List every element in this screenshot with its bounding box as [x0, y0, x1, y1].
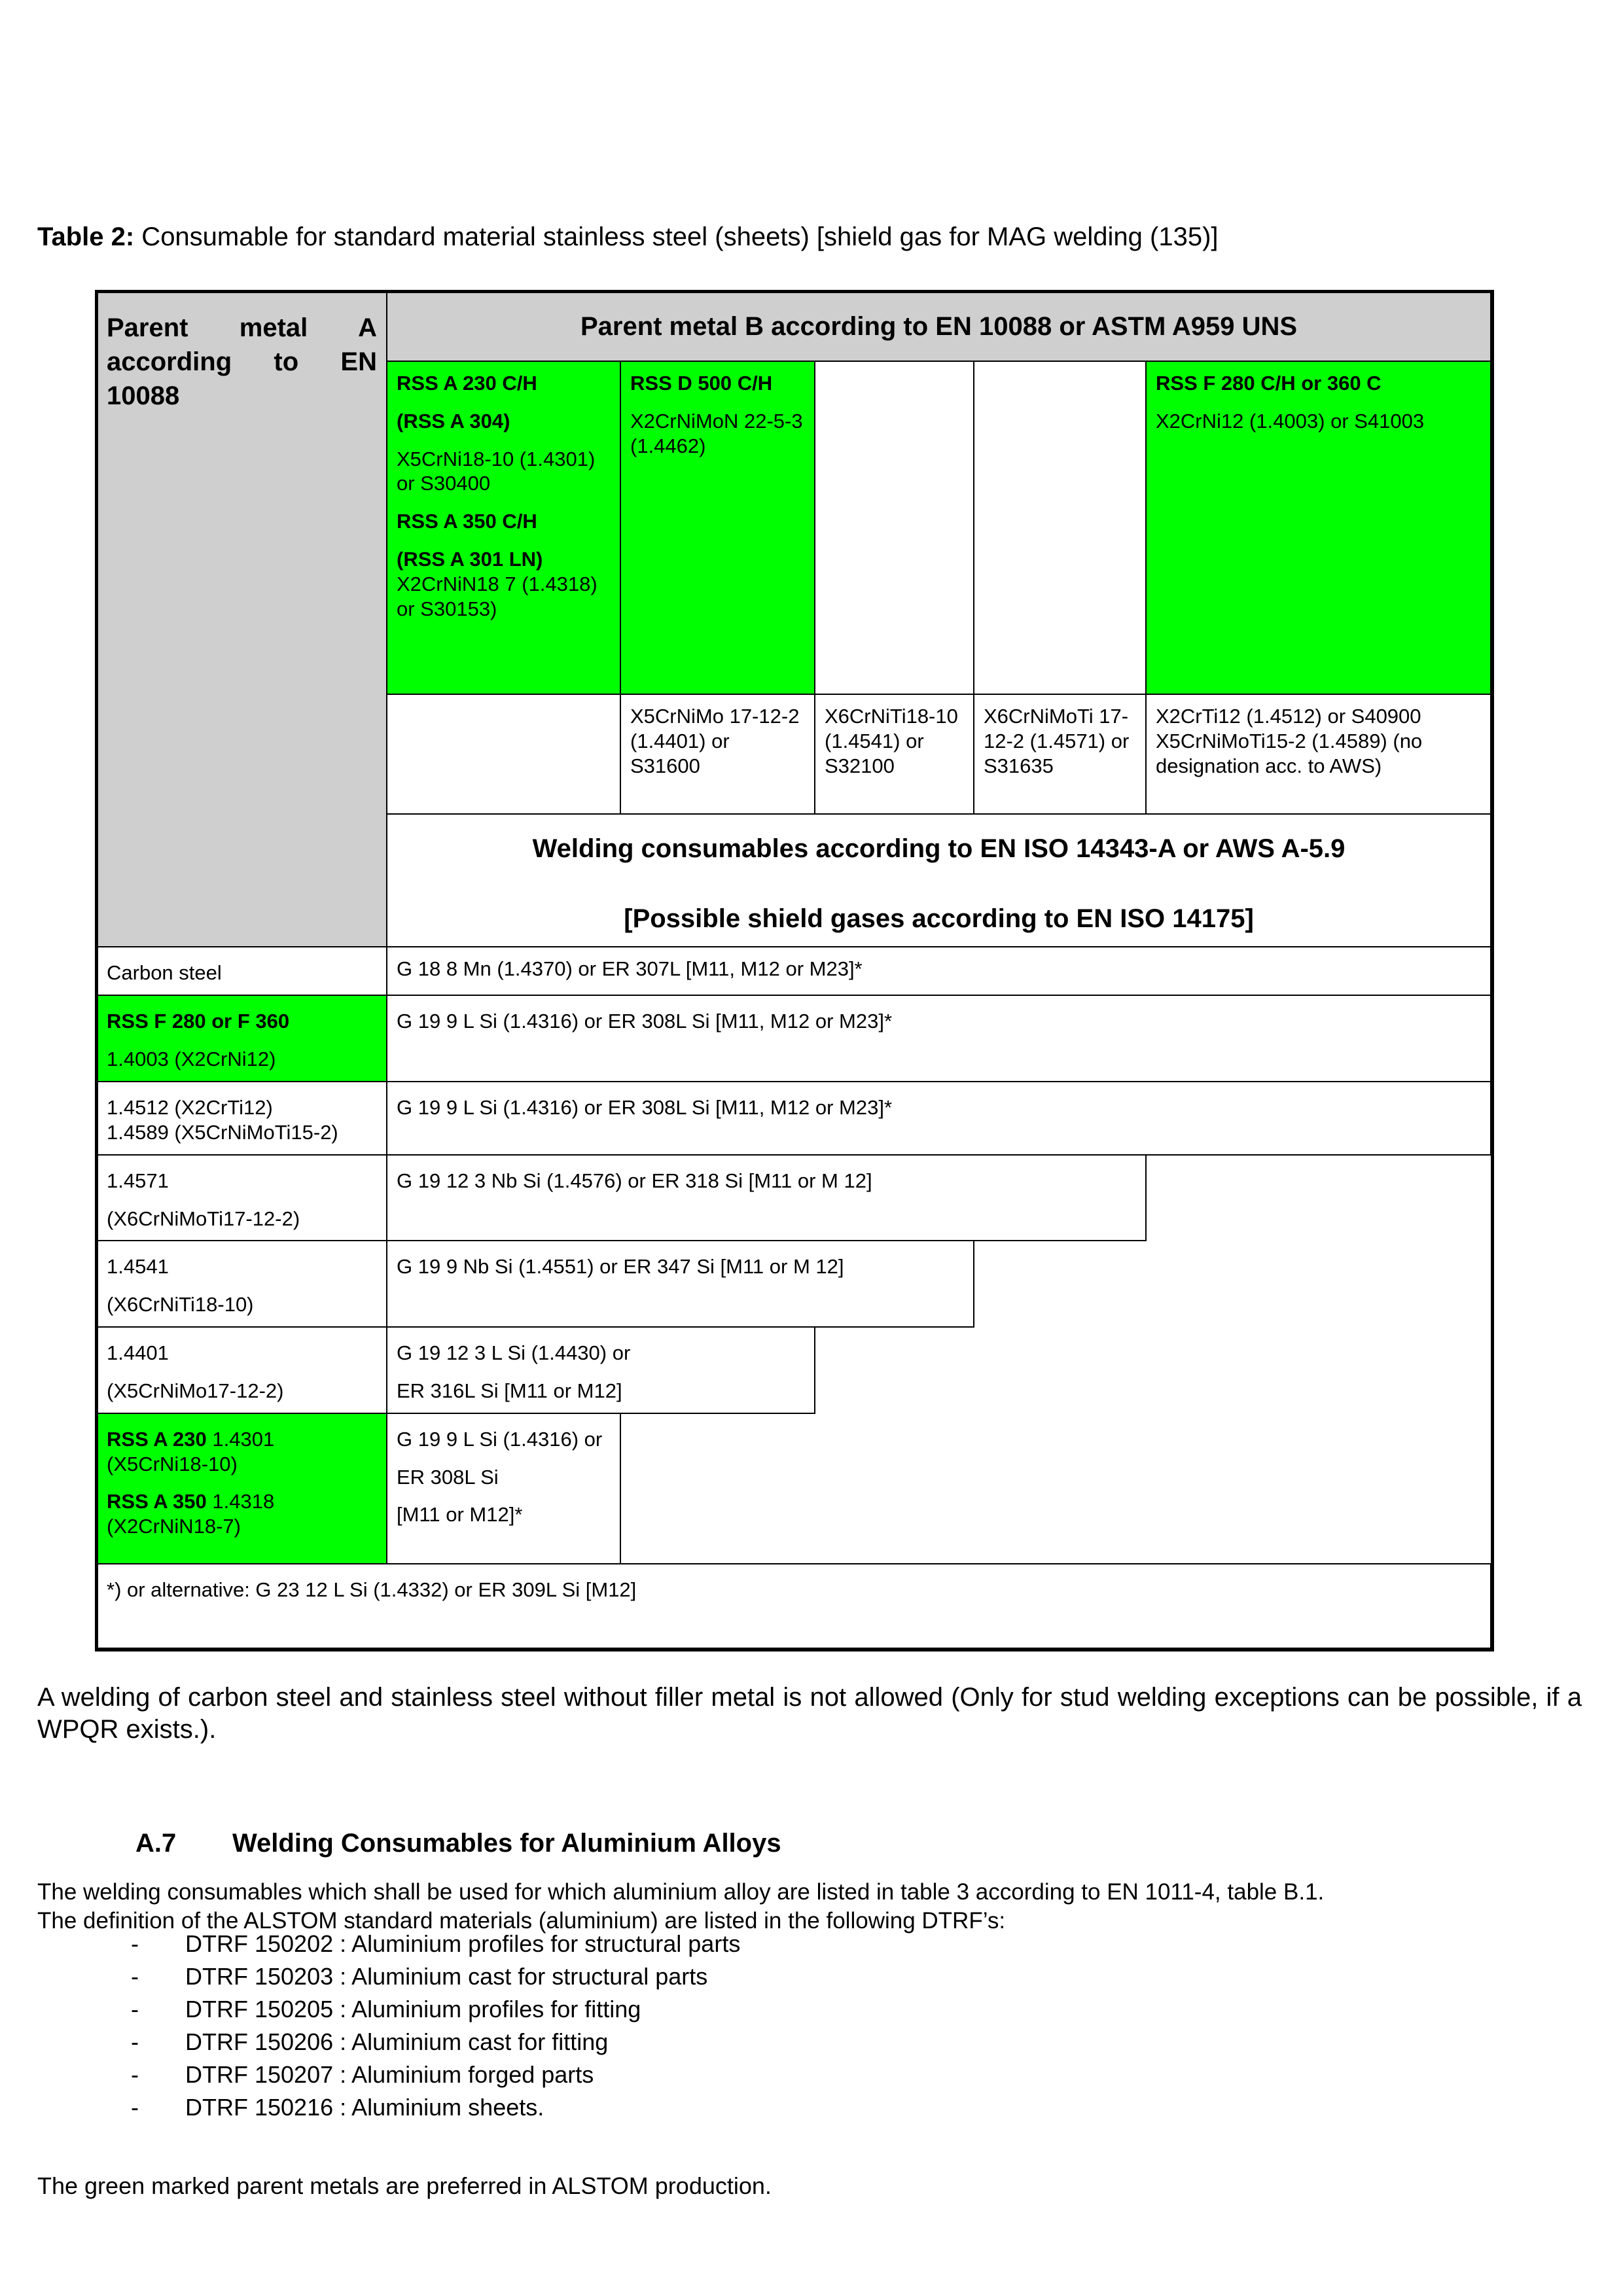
aluminium-body-text	[37, 1878, 1582, 1935]
row-a-rss-f	[97, 995, 387, 1082]
section-number: A.7	[135, 1829, 177, 1858]
list-dash: -	[131, 1963, 139, 1990]
parent-b-rss-d500: RSS D 500 C/H	[630, 372, 773, 395]
list-dash: -	[131, 1930, 139, 1957]
row-a-1-4541-name: (X6CrNiTi18-10)	[107, 1293, 254, 1316]
dtrf-list	[131, 1928, 740, 2124]
parent-b-x5crni18-10: X5CrNi18-10 (1.4301) or S30400	[397, 447, 596, 495]
dtrf-item-text: DTRF 150207 : Aluminium forged parts	[185, 2061, 594, 2088]
green-marked-note: The green marked parent metals are preferred in ALSTOM production.	[37, 2172, 772, 2199]
consumable-rss-a	[387, 1413, 620, 1564]
parent-b-rss-a230: RSS A 230 C/H	[397, 372, 537, 395]
parent-b-x6crniti: X6CrNiTi18-10 (1.4541) or S32100	[815, 694, 974, 814]
parent-b-empty-cell	[815, 361, 974, 694]
row-a-1-4541-grade: 1.4541	[107, 1255, 169, 1279]
row-a-rss-f-label: RSS F 280 or F 360	[107, 1010, 290, 1033]
list-item	[131, 1960, 740, 1993]
list-item	[131, 2091, 740, 2124]
blank-cell	[974, 1241, 1491, 1327]
consumable-rss-a-line3: [M11 or M12]*	[397, 1503, 523, 1527]
row-a-1-4571-name: (X6CrNiMoTi17-12-2)	[107, 1207, 300, 1230]
list-dash: -	[131, 1996, 139, 2022]
row-a-1-4589-line2: 1.4589 (X5CrNiMoTi15-2)	[107, 1120, 338, 1144]
parent-b-rss-a304: (RSS A 304)	[397, 409, 510, 433]
row-a-rss-a350-grade: 1.4318 (X2CrNiN18-7)	[107, 1490, 275, 1538]
consumables-title: Welding consumables according to EN ISO 14343-A or AWS A-5.9	[532, 834, 1346, 864]
list-item	[131, 2058, 740, 2091]
parent-b-rss-f-cell	[1146, 361, 1491, 694]
parent-b-empty-cell	[387, 694, 620, 814]
consumable-1-4401-line2: ER 316L Si [M11 or M12]	[397, 1379, 622, 1402]
row-a-1-4512-line1: 1.4512 (X2CrTi12)	[107, 1096, 273, 1120]
list-dash: -	[131, 2094, 139, 2121]
list-item	[131, 2026, 740, 2058]
table-caption	[37, 222, 1582, 252]
consumable-1-4401	[387, 1327, 815, 1413]
row-a-1-4401	[97, 1327, 387, 1413]
parent-b-x2crni12: X2CrNi12 (1.4003) or S41003	[1156, 409, 1425, 433]
consumable-1-4541: G 19 9 Nb Si (1.4551) or ER 347 Si [M11 or M 12]	[387, 1241, 974, 1327]
consumable-rss-a-line1: G 19 9 L Si (1.4316) or	[397, 1427, 603, 1451]
consumable-rss-a-line2: ER 308L Si	[397, 1465, 499, 1489]
consumable-carbon-steel: G 18 8 Mn (1.4370) or ER 307L [M11, M12 or M23]*	[387, 947, 1491, 995]
dtrf-item-text: DTRF 150205 : Aluminium profiles for fitting	[185, 1996, 641, 2022]
parent-b-rss-a301ln: (RSS A 301 LN)	[397, 548, 543, 571]
consumable-rss-f: G 19 9 L Si (1.4316) or ER 308L Si [M11, M12 or M23]*	[387, 995, 1491, 1082]
list-dash: -	[131, 2028, 139, 2055]
dtrf-item-text: DTRF 150202 : Aluminium profiles for structural parts	[185, 1930, 741, 1957]
section-heading	[135, 1829, 781, 1858]
parent-b-x5crnimoti15-2: X5CrNiMoTi15-2 (1.4589) (no designation acc. to AWS)	[1156, 730, 1423, 777]
carbon-steel-paragraph: A welding of carbon steel and stainless steel without filler metal is not allowed (Only for stud welding exceptions can be possible, if a WPQR exists.).	[37, 1683, 1582, 1744]
parent-metal-b-header: Parent metal B according to EN 10088 or ASTM A959 UNS	[387, 292, 1491, 361]
row-a-1-4401-name: (X5CrNiMo17-12-2)	[107, 1379, 284, 1402]
parent-metal-a-header: Parent metal A according to EN 10088	[97, 292, 387, 947]
parent-b-rss-d500-cell	[620, 361, 815, 694]
row-a-rss-a230-grade: 1.4301 (X5CrNi18-10)	[107, 1427, 275, 1475]
consumables-table	[96, 291, 1491, 1649]
dtrf-item-text: DTRF 150216 : Aluminium sheets.	[185, 2094, 544, 2121]
row-a-1-4571-grade: 1.4571	[107, 1169, 169, 1192]
caption-text: Consumable for standard material stainless steel (sheets) [shield gas for MAG welding (135)]	[134, 222, 1219, 251]
parent-b-x5crnimo: X5CrNiMo 17-12-2 (1.4401) or S31600	[620, 694, 815, 814]
row-a-rss-a350-label: RSS A 350	[107, 1490, 207, 1513]
consumable-1-4571: G 19 12 3 Nb Si (1.4576) or ER 318 Si [M11 or M 12]	[387, 1155, 1146, 1241]
consumable-1-4401-line1: G 19 12 3 L Si (1.4430) or	[397, 1341, 631, 1365]
list-dash: -	[131, 2061, 139, 2088]
blank-cell	[620, 1413, 1491, 1564]
table-footnote: *) or alternative: G 23 12 L Si (1.4332) or ER 309L Si [M12]	[97, 1564, 1491, 1648]
section-title: Welding Consumables for Aluminium Alloys	[232, 1829, 781, 1858]
consumable-1-4512: G 19 9 L Si (1.4316) or ER 308L Si [M11, M12 or M23]*	[387, 1082, 1491, 1155]
row-a-1-4571	[97, 1155, 387, 1241]
consumables-header	[387, 814, 1491, 947]
row-a-rss-f-grade: 1.4003 (X2CrNi12)	[107, 1048, 276, 1071]
parent-b-rss-a350: RSS A 350 C/H	[397, 510, 537, 533]
row-a-1-4401-grade: 1.4401	[107, 1341, 169, 1365]
row-a-carbon-steel: Carbon steel	[97, 947, 387, 995]
dtrf-item-text: DTRF 150203 : Aluminium cast for structural parts	[185, 1963, 708, 1990]
parent-b-rss-a-cell	[387, 361, 620, 694]
row-a-rss-a	[97, 1413, 387, 1564]
dtrf-item-text: DTRF 150206 : Aluminium cast for fitting	[185, 2028, 609, 2055]
parent-b-ferritic-cell	[1146, 694, 1491, 814]
parent-b-rss-f280: RSS F 280 C/H or 360 C	[1156, 372, 1382, 395]
parent-b-empty-cell	[974, 361, 1146, 694]
parent-b-x2crti12: X2CrTi12 (1.4512) or S40900	[1156, 705, 1421, 728]
blank-cell	[1146, 1155, 1491, 1241]
parent-b-x6crnimoti: X6CrNiMoTi 17-12-2 (1.4571) or S31635	[974, 694, 1146, 814]
blank-cell	[815, 1327, 1491, 1413]
shield-gas-title: [Possible shield gases according to EN ISO 14175]	[624, 904, 1254, 934]
caption-label: Table 2:	[37, 222, 135, 251]
row-a-rss-a230-label: RSS A 230	[107, 1427, 207, 1451]
body-line-1: The welding consumables which shall be used for which aluminium alloy are listed in table 3 according to EN 1011-4, table B.1.	[37, 1879, 1325, 1905]
row-a-1-4512	[97, 1082, 387, 1155]
body-line-2: The definition of the ALSTOM standard materials (aluminium) are listed in the following DTRF’s:	[37, 1908, 1006, 1934]
parent-b-x2crnimon: X2CrNiMoN 22-5-3 (1.4462)	[630, 409, 803, 457]
parent-b-x2crnin18-7: X2CrNiN18 7 (1.4318) or S30153)	[397, 572, 597, 620]
row-a-1-4541	[97, 1241, 387, 1327]
list-item	[131, 1928, 740, 1960]
list-item	[131, 1993, 740, 2026]
